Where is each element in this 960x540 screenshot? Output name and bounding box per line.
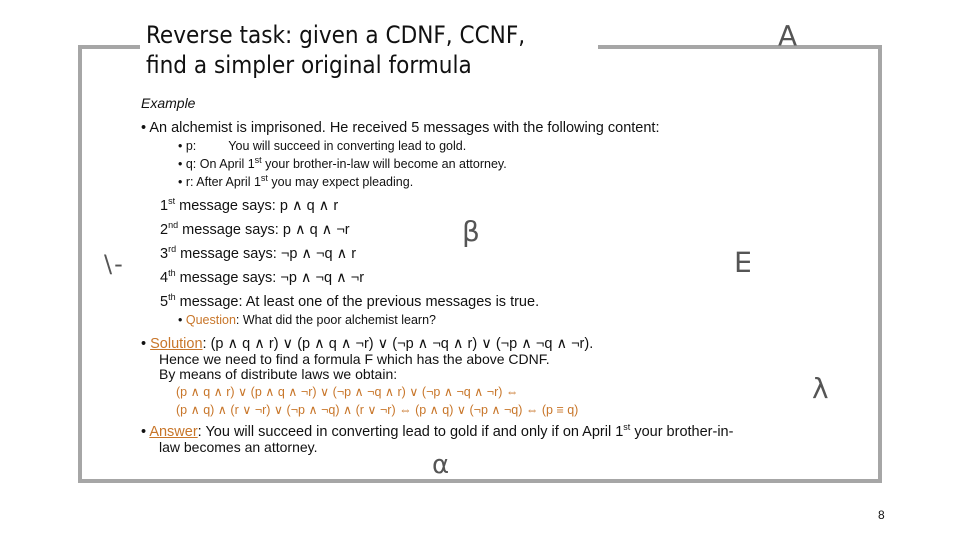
prop-text: your brother-in-law will become an attorney. bbox=[261, 157, 507, 171]
solution-line-2: Hence we need to find a formula F which has the above CDNF. bbox=[159, 351, 550, 367]
solution-word: Solution bbox=[150, 336, 203, 352]
message-sup: rd bbox=[168, 244, 177, 254]
slide-title bbox=[146, 20, 616, 80]
answer-text-b: your brother-in- bbox=[630, 424, 734, 440]
answer-bullet: • Answer: You will succeed in converting lead to gold if and only if on April 1st your brother-in- bbox=[141, 422, 734, 440]
message-4 bbox=[160, 270, 364, 286]
solution-line-3: By means of distribute laws we obtain: bbox=[159, 366, 398, 382]
message-sup: nd bbox=[168, 220, 179, 230]
message-formula: ¬p ∧ ¬q ∧ ¬r bbox=[280, 270, 365, 286]
message-label: message says: bbox=[175, 198, 280, 214]
message-formula: p ∧ q ∧ r bbox=[279, 198, 339, 214]
slash-dash-symbol: \- bbox=[104, 250, 125, 278]
lambda-symbol: λ bbox=[812, 372, 829, 405]
title-line-2: find a simpler original formula bbox=[146, 51, 472, 79]
question-word: Question bbox=[185, 313, 236, 327]
alpha-symbol: α bbox=[432, 450, 450, 480]
prop-r: • r: After April 1st you may expect pleading. bbox=[178, 173, 414, 189]
answer-sup: st bbox=[623, 422, 631, 432]
prop-text: You will succeed in converting lead to gold. bbox=[228, 139, 467, 153]
message-2 bbox=[160, 222, 350, 238]
prop-var: q: bbox=[185, 157, 197, 171]
slide-frame bbox=[78, 45, 882, 483]
message-5 bbox=[160, 294, 539, 310]
intro-text: An alchemist is imprisoned. He received 5 messages with the following content: bbox=[149, 120, 660, 136]
intro-bullet: • An alchemist is imprisoned. He received 5 messages with the following content: bbox=[141, 120, 660, 136]
answer-text: : You will succeed in converting lead to gold if and only if on April 1 bbox=[197, 424, 624, 440]
derivation-line-1: (p ∧ q ∧ r) ∨ (p ∧ q ∧ ¬r) ∨ (¬p ∧ ¬q ∧ r) ∨ (¬p ∧ ¬q ∧ ¬r) ⇔ bbox=[176, 385, 519, 399]
prop-text: On April 1 bbox=[199, 157, 255, 171]
message-sup: th bbox=[168, 268, 176, 278]
message-3 bbox=[160, 246, 356, 262]
question-bullet: • Question: What did the poor alchemist learn? bbox=[178, 313, 436, 327]
prop-sup: st bbox=[254, 155, 262, 165]
message-label: message says: bbox=[176, 246, 281, 262]
question-text: : What did the poor alchemist learn? bbox=[235, 313, 436, 327]
exists-symbol: ∃ bbox=[735, 246, 753, 279]
answer-word: Answer bbox=[149, 424, 198, 440]
message-ordinal: 4 bbox=[160, 270, 169, 286]
message-sup: th bbox=[168, 292, 176, 302]
message-1 bbox=[160, 198, 338, 214]
solution-formula: : (p ∧ q ∧ r) ∨ (p ∧ q ∧ ¬r) ∨ (¬p ∧ ¬q ∧ r) ∨ (¬p ∧ ¬q ∧ ¬r). bbox=[202, 336, 594, 352]
message-ordinal: 3 bbox=[160, 246, 169, 262]
forall-symbol: ∀ bbox=[778, 18, 798, 51]
solution-bullet: • Solution: (p ∧ q ∧ r) ∨ (p ∧ q ∧ ¬r) ∨ (¬p ∧ ¬q ∧ r) ∨ (¬p ∧ ¬q ∧ ¬r). bbox=[141, 336, 594, 352]
message-ordinal: 1 bbox=[160, 198, 169, 214]
answer-line-2: law becomes an attorney. bbox=[159, 439, 318, 455]
prop-var: r: bbox=[185, 175, 194, 189]
message-label: message says: bbox=[178, 222, 283, 238]
message-ordinal: 5 bbox=[160, 294, 169, 310]
example-label: Example bbox=[141, 95, 196, 111]
prop-q: • q: On April 1st your brother-in-law will become an attorney. bbox=[178, 155, 507, 171]
beta-symbol: β bbox=[462, 215, 480, 248]
prop-sup: st bbox=[260, 173, 268, 183]
prop-var: p: bbox=[185, 139, 197, 153]
message-formula: ¬p ∧ ¬q ∧ r bbox=[280, 246, 357, 262]
message-formula: p ∧ q ∧ ¬r bbox=[282, 222, 350, 238]
title-line-1: Reverse task: given a CDNF, CCNF, bbox=[146, 21, 526, 49]
message-label: message: At least one of the previous messages is true. bbox=[175, 294, 540, 310]
derivation-line-2: (p ∧ q) ∧ (r ∨ ¬r) ∨ (¬p ∧ ¬q) ∧ (r ∨ ¬r) ⇔ (p ∧ q) ∨ (¬p ∧ ¬q) ⇔ (p ≡ q) bbox=[176, 403, 579, 417]
prop-text: After April 1 bbox=[196, 175, 261, 189]
prop-text: you may expect pleading. bbox=[267, 175, 414, 189]
message-label: message says: bbox=[175, 270, 281, 286]
prop-p: • p: You will succeed in converting lead to gold. bbox=[178, 139, 467, 153]
message-sup: st bbox=[168, 196, 176, 206]
page-number: 8 bbox=[878, 508, 885, 522]
message-ordinal: 2 bbox=[160, 222, 169, 238]
